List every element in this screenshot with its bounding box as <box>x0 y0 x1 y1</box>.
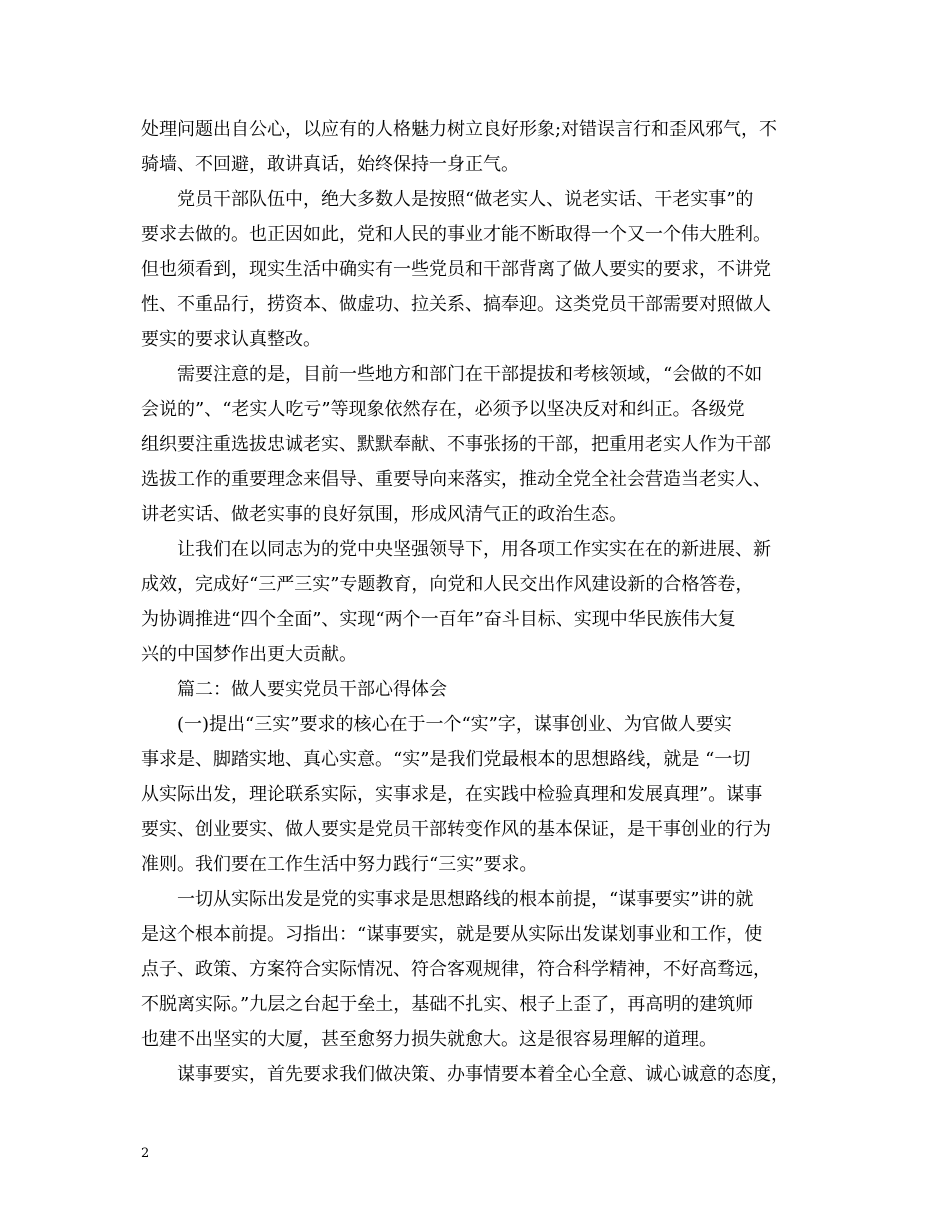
paragraph-first-line: (一)提出“三实”要求的核心在于一个“实”字，谋事创业、为官做人要实 <box>177 714 732 735</box>
section-heading: 篇二：做人要实党员干部心得体会 <box>177 679 447 700</box>
text-line: 讲老实话、做老实事的良好氛围，形成风清气正的政治生态。 <box>141 504 627 525</box>
text-line: 点子、政策、方案符合实际情况、符合客观规律，符合科学精神，不好高骛远， <box>141 959 771 980</box>
text-line: 为协调推进“四个全面”、实现“两个一百年”奋斗目标、实现中华民族伟大复 <box>141 609 736 630</box>
text-line: 骑墙、不回避，敢讲真话，始终保持一身正气。 <box>141 154 519 175</box>
text-line: 成效，完成好“三严三实”专题教育，向党和人民交出作风建设新的合格答卷， <box>141 574 754 595</box>
paragraph-first-line: 让我们在以同志为的党中央坚强领导下，用各项工作实实在在的新进展、新 <box>177 539 771 560</box>
text-line: 选拔工作的重要理念来倡导、重要导向来落实，推动全党全社会营造当老实人、 <box>141 469 771 490</box>
text-line: 准则。我们要在工作生活中努力践行“三实”要求。 <box>141 854 538 875</box>
paragraph-first-line: 党员干部队伍中，绝大多数人是按照“做老实人、说老实话、干老实事”的 <box>177 189 754 210</box>
text-line: 处理问题出自公心，以应有的人格魅力树立良好形象;对错误言行和歪风邪气，不 <box>141 119 778 140</box>
text-line: 是这个根本前提。习指出：“谋事要实，就是要从实际出发谋划事业和工作，使 <box>141 924 763 945</box>
text-line: 但也须看到，现实生活中确实有一些党员和干部背离了做人要实的要求，不讲党 <box>141 259 771 280</box>
text-line: 不脱离实际。”九层之台起于垒土，基础不扎实、根子上歪了，再高明的建筑师 <box>141 994 754 1015</box>
paragraph-first-line: 一切从实际出发是党的实事求是思想路线的根本前提，“谋事要实”讲的就 <box>177 889 754 910</box>
text-line: 要求去做的。也正因如此，党和人民的事业才能不断取得一个又一个伟大胜利。 <box>141 224 771 245</box>
paragraph-first-line: 谋事要实，首先要求我们做决策、办事情要本着全心全意、诚心诚意的态度， <box>177 1064 789 1085</box>
text-line: 兴的中国梦作出更大贡献。 <box>141 644 357 665</box>
text-line: 会说的”、“老实人吃亏”等现象依然存在，必须予以坚决反对和纠正。各级党 <box>141 399 745 420</box>
text-line: 组织要注重选拔忠诚老实、默默奉献、不事张扬的干部，把重用老实人作为干部 <box>141 434 771 455</box>
text-line: 性、不重品行，捞资本、做虚功、拉关系、搞奉迎。这类党员干部需要对照做人 <box>141 294 771 315</box>
text-line: 从实际出发，理论联系实际，实事求是，在实践中检验真理和发展真理”。谋事 <box>141 784 763 805</box>
text-line: 事求是、脚踏实地、真心实意。“实”是我们党最根本的思想路线，就是 “一切 <box>141 749 751 770</box>
page-number: 2 <box>141 1146 150 1161</box>
text-line: 要实的要求认真整改。 <box>141 329 321 350</box>
text-line: 也建不出坚实的大厦，甚至愈努力损失就愈大。这是很容易理解的道理。 <box>141 1029 717 1050</box>
paragraph-first-line: 需要注意的是，目前一些地方和部门在干部提拔和考核领域，“会做的不如 <box>177 364 763 385</box>
text-line: 要实、创业要实、做人要实是党员干部转变作风的基本保证，是干事创业的行为 <box>141 819 771 840</box>
